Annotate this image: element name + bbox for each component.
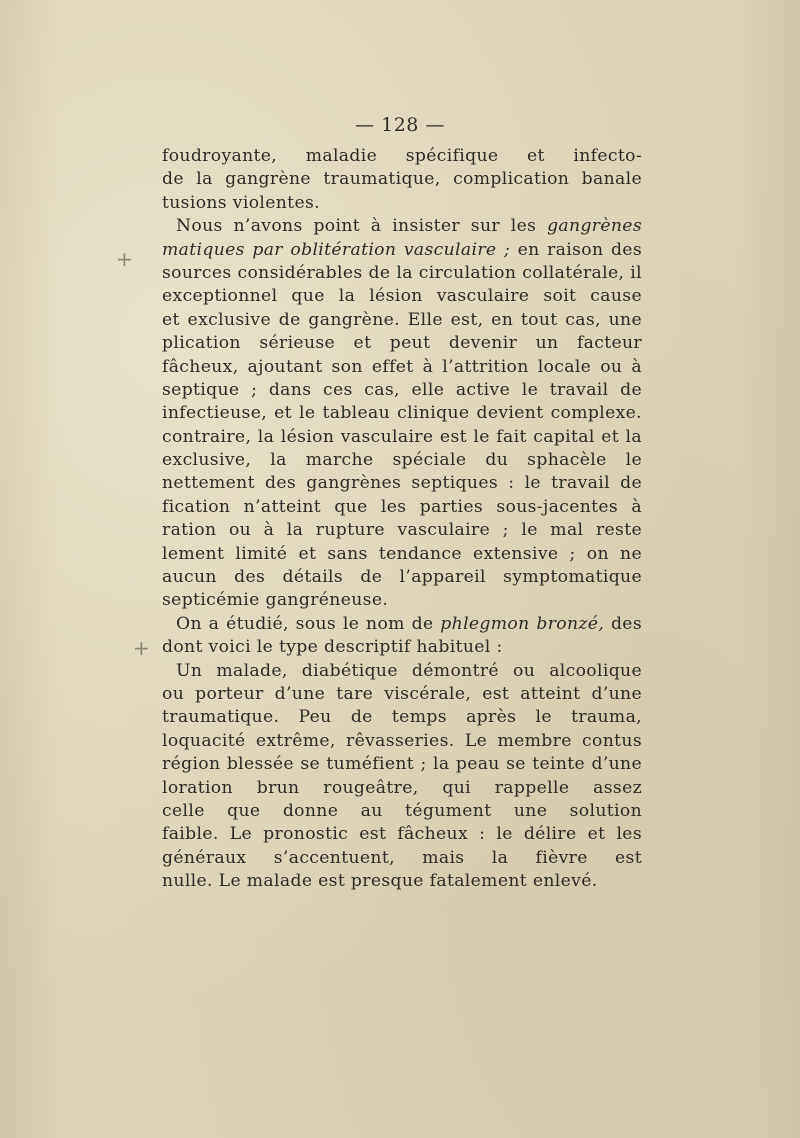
text-line: nettement des gangrènes septiques : le travail de [162, 473, 642, 494]
text-segment: des [610, 613, 642, 634]
text-line: foudroyante, maladie spécifique et infecto- [162, 146, 642, 166]
text-line: faible. Le pronostic est fâcheux : le délire et les [162, 824, 642, 845]
text-line: tusions violentes. [162, 192, 320, 213]
text-line: région blessée se tuméfient ; la peau se teinte d’une [162, 754, 642, 775]
text-line [162, 215, 642, 238]
body-text [162, 145, 642, 894]
text-line: fication n’atteint que les parties sous-jacentes à [162, 496, 642, 517]
text-line: contraire, la lésion vasculaire est le fait capital et la [162, 426, 642, 447]
text-line: infectieuse, et le tableau clinique devient complexe. [162, 403, 642, 424]
text-line: Un malade, diabétique démontré ou alcoolique [176, 660, 642, 681]
text-segment: On a étudié, sous le nom de [176, 613, 441, 634]
text-line: loration brun rougeâtre, qui rappelle assez [162, 777, 642, 798]
text-line: ou porteur d’une tare viscérale, est atteint d’une [162, 683, 642, 704]
text-line: nulle. Le malade est presque fatalement enlevé. [162, 871, 598, 892]
text-segment: en raison des [517, 239, 642, 260]
page-number: — 128 — [355, 114, 445, 136]
margin-annotation-mark: + [116, 247, 133, 271]
text-line: et exclusive de gangrène. Elle est, en tout cas, une [162, 309, 642, 330]
text-line: celle que donne au tégument une solution [162, 800, 642, 821]
text-line: plication sérieuse et peut devenir un facteur [162, 333, 642, 354]
text-line: généraux s’accentuent, mais la fièvre est [162, 847, 642, 868]
text-line: de la gangrène traumatique, complication banale [162, 169, 642, 190]
text-line [162, 239, 642, 262]
text-line: sources considérables de la circulation collatérale, il [162, 262, 642, 283]
text-line: septique ; dans ces cas, elle active le travail de [162, 379, 642, 400]
text-line: exceptionnel que la lésion vasculaire soit cause [162, 286, 642, 307]
text-line: septicémie gangréneuse. [162, 590, 389, 611]
italic-term: phlegmon bronzé, [440, 613, 605, 634]
text-segment: Nous n’avons point à insister sur les [176, 216, 548, 237]
italic-term: matiques par oblitération vasculaire ; [162, 239, 511, 260]
text-line: traumatique. Peu de temps après le trauma, [162, 707, 642, 728]
text-line: exclusive, la marche spéciale du sphacèle le [162, 450, 642, 471]
text-line: aucun des détails de l’appareil symptomatique [162, 567, 642, 588]
text-line: lement limité et sans tendance extensive ; on ne [162, 543, 642, 564]
text-line: fâcheux, ajoutant son effet à l’attrition locale ou à [162, 356, 642, 377]
text-line: ration ou à la rupture vasculaire ; le mal reste [162, 520, 642, 541]
text-line [162, 613, 642, 636]
text-line: loquacité extrême, rêvasseries. Le membre contus [162, 730, 642, 751]
italic-term: gangrènes [547, 216, 642, 237]
margin-annotation-mark: + [133, 636, 150, 660]
text-line: dont voici le type descriptif habituel : [162, 637, 503, 658]
